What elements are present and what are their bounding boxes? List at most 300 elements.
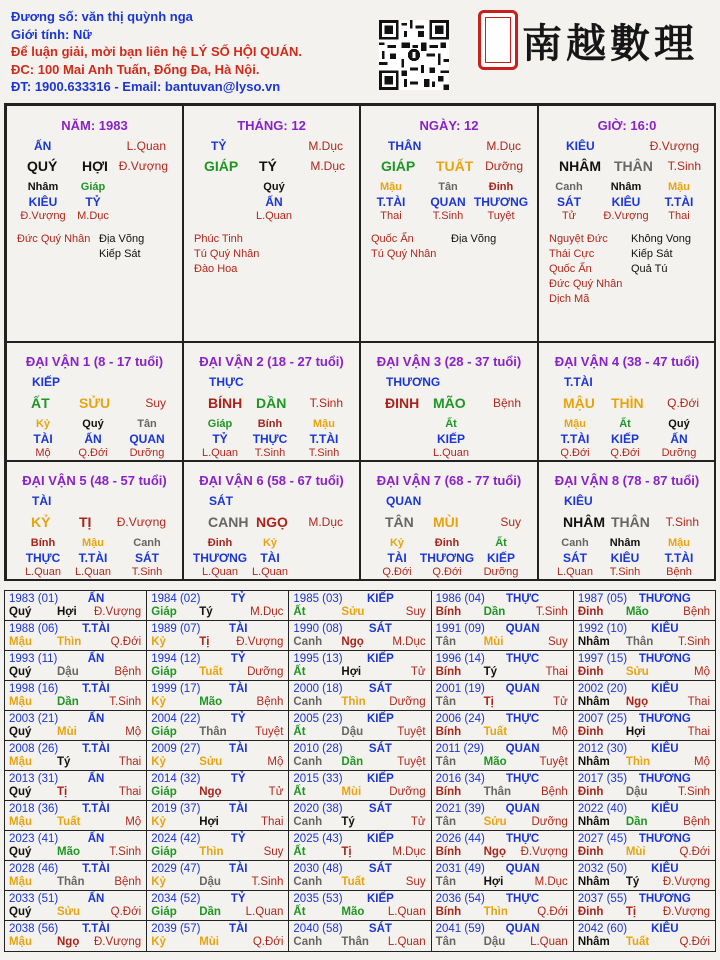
year-label: 2015 (33) bbox=[293, 773, 343, 785]
year-cell bbox=[432, 921, 574, 951]
year-god: T.TÀI bbox=[82, 923, 110, 935]
year-label: 2007 (25) bbox=[577, 713, 628, 725]
year-branch: Thân bbox=[199, 726, 227, 738]
luck-hidden-stem: Giáp bbox=[207, 418, 233, 430]
year-branch: Hợi bbox=[483, 876, 504, 888]
year-stem: Quý bbox=[9, 786, 32, 798]
year-stem: Canh bbox=[293, 816, 323, 828]
year-label: 2029 (47) bbox=[151, 863, 201, 875]
luck-hidden-god: QUAN bbox=[129, 432, 165, 446]
hidden-stem: Mậu bbox=[668, 181, 690, 193]
year-god: TỶ bbox=[230, 893, 246, 905]
luck-state: T.Sinh bbox=[665, 515, 699, 529]
year-state: L.Quan bbox=[245, 906, 284, 918]
year-stem: Quý bbox=[9, 726, 32, 738]
year-cell bbox=[432, 861, 574, 890]
year-god: THƯƠNG bbox=[638, 593, 691, 605]
pillar-stem-god: THÂN bbox=[388, 139, 422, 153]
year-stem: Mậu bbox=[9, 816, 32, 828]
year-state: T.Sinh bbox=[678, 636, 711, 648]
luck-hidden-god: THỰC bbox=[25, 551, 61, 565]
luck-hidden-stem: Kỷ bbox=[262, 537, 278, 549]
year-cell bbox=[574, 861, 715, 890]
star-left: Thái Cực bbox=[549, 248, 595, 260]
qr-code-icon[interactable] bbox=[379, 20, 449, 90]
year-god: QUAN bbox=[505, 863, 540, 875]
luck-stem: CANH bbox=[208, 514, 249, 530]
phone-email: ĐT: 1900.633316 - Email: bantuvan@lyso.vn bbox=[11, 79, 281, 94]
year-state: Tuyệt bbox=[397, 726, 426, 738]
brand-logo: 南越數理 bbox=[522, 20, 698, 67]
year-label: 2036 (54) bbox=[435, 893, 485, 905]
luck-hidden-god: THƯƠNG bbox=[419, 551, 475, 565]
pillar-stem: QUÝ bbox=[27, 158, 58, 174]
luck-cell-3 bbox=[538, 342, 716, 461]
year-stem: Nhâm bbox=[577, 696, 610, 708]
year-stem: Kỷ bbox=[151, 876, 166, 888]
year-cell bbox=[289, 651, 431, 680]
year-stem: Ất bbox=[293, 606, 306, 618]
year-branch: Dần bbox=[199, 906, 221, 918]
luck-hidden-stem: Quý bbox=[668, 418, 690, 430]
year-stem: Bính bbox=[435, 606, 462, 618]
year-stem: Canh bbox=[293, 876, 323, 888]
year-god: T.TÀI bbox=[82, 863, 110, 875]
luck-cell-2 bbox=[360, 342, 538, 461]
year-state: T.Sinh bbox=[109, 696, 142, 708]
year-cell bbox=[574, 651, 715, 680]
year-state: Bệnh bbox=[114, 666, 142, 678]
year-god: SÁT bbox=[368, 923, 392, 935]
year-state: Dưỡng bbox=[389, 786, 426, 798]
year-cell bbox=[432, 771, 574, 800]
year-state: M.Dục bbox=[392, 636, 426, 648]
luck-branch: SỬU bbox=[79, 395, 111, 411]
year-branch: Thân bbox=[483, 786, 512, 798]
star-left: Đức Quý Nhân bbox=[17, 233, 91, 245]
luck-hidden-stem: Quý bbox=[82, 418, 104, 430]
year-label: 2011 (29) bbox=[435, 743, 484, 755]
year-stem: Giáp bbox=[151, 786, 177, 798]
year-cell bbox=[147, 591, 289, 620]
year-stem: Bính bbox=[435, 726, 462, 738]
luck-stem: ĐINH bbox=[385, 395, 420, 411]
year-branch: Thân bbox=[57, 876, 85, 888]
year-state: Thai bbox=[261, 816, 284, 828]
luck-hidden-state: L.Quan bbox=[556, 566, 594, 578]
luck-stem-god: T.TÀI bbox=[564, 375, 593, 389]
year-stem: Ất bbox=[293, 666, 306, 678]
year-state: T.Sinh bbox=[251, 876, 284, 888]
year-cell bbox=[5, 891, 147, 920]
year-branch: Dần bbox=[57, 696, 79, 708]
year-stem: Ất bbox=[293, 846, 306, 858]
year-cell bbox=[147, 831, 289, 860]
year-branch: Dần bbox=[341, 756, 364, 768]
year-god: THỰC bbox=[506, 833, 540, 845]
year-branch: Tý bbox=[199, 606, 213, 618]
year-stem: Canh bbox=[293, 936, 323, 948]
luck-branch: DẦN bbox=[256, 395, 287, 411]
hidden-state: L.Quan bbox=[255, 210, 293, 222]
year-label: 2031 (49) bbox=[435, 863, 485, 875]
luck-cell-5 bbox=[183, 461, 360, 581]
year-stem: Tân bbox=[435, 936, 457, 948]
luck-title: ĐẠI VẬN 4 (38 - 47 tuổi) bbox=[554, 354, 700, 369]
luck-hidden-state: T.Sinh bbox=[131, 566, 163, 578]
year-label: 1987 (05) bbox=[577, 593, 628, 605]
year-god: SÁT bbox=[368, 623, 392, 635]
luck-hidden-stem: Canh bbox=[133, 537, 161, 549]
year-stem: Đinh bbox=[577, 606, 604, 618]
year-branch: Thìn bbox=[483, 906, 508, 918]
luck-hidden-state: Dưỡng bbox=[483, 566, 519, 578]
luck-hidden-god: ẤN bbox=[670, 432, 688, 446]
year-cell bbox=[574, 801, 715, 830]
year-state: Dưỡng bbox=[389, 696, 426, 708]
luck-hidden-god: TÀI bbox=[33, 432, 53, 446]
year-state: Đ.Vượng bbox=[520, 846, 568, 858]
year-label: 2030 (48) bbox=[293, 863, 343, 875]
pillar-stem-state: M.Dục bbox=[486, 139, 521, 153]
luck-title: ĐẠI VẬN 7 (68 - 77 tuổi) bbox=[376, 473, 522, 488]
pillar-branch: TUẤT bbox=[436, 158, 474, 174]
year-label: 1997 (15) bbox=[577, 653, 628, 665]
year-branch: Tị bbox=[341, 846, 352, 858]
year-label: 1991 (09) bbox=[435, 623, 485, 635]
year-row bbox=[5, 651, 715, 681]
year-state: Suy bbox=[263, 846, 284, 858]
year-cell bbox=[289, 771, 431, 800]
year-god: QUAN bbox=[505, 683, 540, 695]
year-stem: Mậu bbox=[9, 636, 32, 648]
year-branch: Mùi bbox=[625, 846, 646, 858]
pillar-cell-1 bbox=[183, 105, 360, 342]
year-stem: Quý bbox=[9, 846, 32, 858]
luck-hidden-stem: Đinh bbox=[434, 537, 460, 549]
year-state: Tử bbox=[410, 816, 426, 828]
year-stem: Nhâm bbox=[577, 756, 610, 768]
year-label: 2024 (42) bbox=[151, 833, 201, 845]
luck-stem-god: TÀI bbox=[32, 494, 52, 508]
hidden-stem: Giáp bbox=[80, 181, 106, 193]
pillar-stem-god: KIÊU bbox=[566, 139, 595, 153]
hidden-god: KIÊU bbox=[611, 195, 641, 209]
year-state: Mộ bbox=[694, 756, 711, 768]
year-stem: Bính bbox=[435, 906, 462, 918]
year-row bbox=[5, 741, 715, 771]
star-left: Tú Quý Nhân bbox=[194, 248, 260, 260]
year-branch: Dậu bbox=[483, 936, 506, 948]
year-stem: Tân bbox=[435, 756, 457, 768]
year-label: 1999 (17) bbox=[151, 683, 201, 695]
pillar-stem: GIÁP bbox=[381, 158, 416, 174]
year-label: 2005 (23) bbox=[293, 713, 343, 725]
year-cell bbox=[147, 681, 289, 710]
star-left: Phúc Tinh bbox=[194, 233, 243, 245]
year-state: Thai bbox=[545, 666, 568, 678]
year-stem: Tân bbox=[435, 696, 457, 708]
luck-hidden-stem: Canh bbox=[561, 537, 589, 549]
year-god: T.TÀI bbox=[82, 683, 110, 695]
year-god: TỶ bbox=[230, 833, 246, 845]
year-state: Bệnh bbox=[114, 876, 142, 888]
year-stem: Kỷ bbox=[151, 636, 166, 648]
year-label: 2002 (20) bbox=[577, 683, 628, 695]
year-cell bbox=[574, 621, 715, 650]
year-stem: Đinh bbox=[577, 786, 604, 798]
year-stem: Ất bbox=[293, 786, 306, 798]
luck-hidden-stem: Kỷ bbox=[389, 537, 405, 549]
year-stem: Giáp bbox=[151, 666, 177, 678]
year-branch: Mùi bbox=[341, 786, 362, 798]
luck-cell-1 bbox=[183, 342, 360, 461]
year-branch: Tị bbox=[57, 786, 68, 798]
year-state: L.Quan bbox=[387, 936, 426, 948]
year-branch: Dần bbox=[625, 816, 648, 828]
hidden-stem: Nhâm bbox=[27, 181, 59, 193]
luck-hidden-god: KIẾP bbox=[436, 432, 465, 446]
year-stem: Quý bbox=[9, 606, 32, 618]
year-branch: Tị bbox=[625, 906, 637, 918]
red-seal-stamp bbox=[478, 10, 518, 70]
luck-hidden-state: L.Quan bbox=[201, 566, 239, 578]
year-god: THƯƠNG bbox=[638, 773, 691, 785]
year-label: 2010 (28) bbox=[293, 743, 343, 755]
year-state: Q.Đới bbox=[110, 906, 142, 918]
luck-branch: MÃO bbox=[433, 395, 466, 411]
hidden-state: M.Dục bbox=[77, 210, 109, 222]
year-cell bbox=[574, 831, 715, 860]
star-left: Quốc Ấn bbox=[549, 263, 592, 275]
year-god: KIÊU bbox=[651, 863, 679, 875]
year-label: 2026 (44) bbox=[435, 833, 485, 845]
year-cell bbox=[289, 831, 431, 860]
year-branch: Hợi bbox=[341, 666, 362, 678]
year-branch: Thìn bbox=[625, 756, 651, 768]
year-god: ẤN bbox=[87, 713, 105, 725]
pillar-title: NĂM: 1983 bbox=[61, 118, 128, 133]
luck-hidden-state: T.Sinh bbox=[308, 447, 340, 459]
year-label: 1983 (01) bbox=[9, 593, 59, 605]
year-god: THỰC bbox=[506, 773, 540, 785]
luck-hidden-state: Q.Đới bbox=[382, 566, 412, 578]
year-stem: Đinh bbox=[577, 726, 604, 738]
luck-hidden-stem: Mậu bbox=[82, 537, 104, 549]
year-cell bbox=[574, 891, 715, 920]
year-state: Tử bbox=[268, 786, 284, 798]
luck-hidden-state: L.Quan bbox=[201, 447, 239, 459]
year-state: Tử bbox=[553, 696, 568, 708]
year-cell bbox=[432, 891, 574, 920]
year-god: TÀI bbox=[228, 623, 248, 635]
year-cell bbox=[289, 711, 431, 740]
year-state: Bệnh bbox=[683, 606, 711, 618]
year-god: SÁT bbox=[368, 743, 392, 755]
year-god: KIẾP bbox=[366, 833, 394, 845]
year-god: KIẾP bbox=[366, 653, 394, 665]
year-branch: Mão bbox=[625, 606, 649, 618]
year-cell bbox=[147, 861, 289, 890]
luck-hidden-state: L.Quan bbox=[74, 566, 112, 578]
year-label: 1986 (04) bbox=[435, 593, 485, 605]
year-state: M.Dục bbox=[250, 606, 284, 618]
year-cell bbox=[5, 771, 147, 800]
year-god: ẤN bbox=[87, 593, 105, 605]
year-god: THỰC bbox=[506, 713, 540, 725]
hidden-god: ẤN bbox=[265, 195, 283, 209]
luck-hidden-stem: Đinh bbox=[207, 537, 233, 549]
year-label: 2000 (18) bbox=[293, 683, 343, 695]
contact-invite: Để luận giải, mời bạn liên hệ LÝ SỐ HỘI QUÁN. bbox=[11, 44, 302, 59]
year-label: 2042 (60) bbox=[577, 923, 628, 935]
year-stem: Mậu bbox=[9, 756, 32, 768]
year-god: T.TÀI bbox=[82, 803, 110, 815]
year-cell bbox=[147, 621, 289, 650]
year-state: Q.Đới bbox=[110, 636, 142, 648]
year-row bbox=[5, 831, 715, 861]
year-branch: Ngọ bbox=[199, 786, 222, 798]
luck-hidden-state: Dưỡng bbox=[129, 447, 165, 459]
year-god: KIÊU bbox=[651, 623, 679, 635]
year-cell bbox=[5, 591, 147, 620]
year-row bbox=[5, 591, 715, 621]
year-god: TÀI bbox=[228, 803, 248, 815]
year-cell bbox=[432, 831, 574, 860]
year-label: 2013 (31) bbox=[9, 773, 59, 785]
luck-branch: THÌN bbox=[611, 395, 644, 411]
year-god: TỶ bbox=[230, 653, 246, 665]
luck-hidden-state: Dưỡng bbox=[661, 447, 697, 459]
year-stem: Bính bbox=[435, 666, 462, 678]
year-label: 2017 (35) bbox=[577, 773, 628, 785]
year-stem: Nhâm bbox=[577, 876, 610, 888]
year-cell bbox=[289, 741, 431, 770]
year-stem: Bính bbox=[435, 846, 462, 858]
year-god: KIẾP bbox=[366, 593, 394, 605]
year-label: 2037 (55) bbox=[577, 893, 628, 905]
year-cell bbox=[574, 591, 715, 620]
luck-hidden-god: ẤN bbox=[84, 432, 102, 446]
year-label: 2035 (53) bbox=[293, 893, 343, 905]
year-branch: Hợi bbox=[199, 816, 219, 828]
pillar-title: NGÀY: 12 bbox=[419, 118, 479, 133]
luck-hidden-stem: Mậu bbox=[668, 537, 690, 549]
year-stem: Giáp bbox=[151, 846, 177, 858]
luck-cell-6 bbox=[360, 461, 538, 581]
year-branch: Hợi bbox=[625, 726, 646, 738]
pillar-stem-state: M.Dục bbox=[308, 139, 343, 153]
year-branch: Dậu bbox=[199, 876, 221, 888]
owner-info bbox=[11, 8, 371, 96]
luck-hidden-god: TÀI bbox=[260, 551, 280, 565]
luck-hidden-god: T.TÀI bbox=[560, 432, 590, 446]
year-row bbox=[5, 891, 715, 921]
luck-state: T.Sinh bbox=[309, 396, 343, 410]
year-branch: Mão bbox=[57, 846, 80, 858]
address: ĐC: 100 Mai Anh Tuấn, Đống Đa, Hà Nội. bbox=[11, 61, 260, 77]
luck-stem: KỶ bbox=[31, 514, 51, 530]
year-stem: Mậu bbox=[9, 936, 32, 948]
year-label: 2008 (26) bbox=[9, 743, 59, 755]
year-state: L.Quan bbox=[530, 936, 568, 948]
year-cell bbox=[147, 801, 289, 830]
year-branch: Sửu bbox=[199, 756, 223, 768]
year-label: 1984 (02) bbox=[151, 593, 201, 605]
year-god: TÀI bbox=[228, 863, 248, 875]
year-label: 2004 (22) bbox=[151, 713, 201, 725]
year-cell bbox=[5, 801, 147, 830]
star-left: Quốc Ấn bbox=[371, 233, 414, 245]
year-row bbox=[5, 771, 715, 801]
year-stem: Kỷ bbox=[151, 696, 166, 708]
year-god: KIÊU bbox=[651, 743, 679, 755]
year-branch: Mùi bbox=[57, 726, 77, 738]
year-row bbox=[5, 801, 715, 831]
year-label: 2034 (52) bbox=[151, 893, 201, 905]
year-state: Thai bbox=[118, 786, 142, 798]
luck-stem-god: SÁT bbox=[209, 494, 233, 508]
year-cell bbox=[289, 861, 431, 890]
year-cell bbox=[289, 621, 431, 650]
star-right: Kiếp Sát bbox=[99, 248, 141, 260]
year-state: Q.Đới bbox=[537, 906, 568, 918]
year-branch: Tý bbox=[625, 876, 640, 888]
year-label: 1996 (14) bbox=[435, 653, 485, 665]
year-cell bbox=[432, 741, 574, 770]
year-state: Tuyệt bbox=[539, 756, 568, 768]
year-state: Suy bbox=[405, 606, 426, 618]
year-label: 1990 (08) bbox=[293, 623, 343, 635]
luck-hidden-state: L.Quan bbox=[251, 566, 289, 578]
year-god: KIẾP bbox=[366, 893, 394, 905]
pillar-branch: HỢI bbox=[82, 158, 108, 174]
owner-name: văn thị quỳnh nga bbox=[78, 9, 193, 24]
year-stem: Nhâm bbox=[577, 936, 610, 948]
year-state: Mộ bbox=[551, 726, 568, 738]
luck-hidden-god: THƯƠNG bbox=[192, 551, 248, 565]
luck-state: Bệnh bbox=[492, 396, 521, 410]
hidden-god: T.TÀI bbox=[376, 195, 406, 209]
year-cell bbox=[289, 801, 431, 830]
year-label: 1994 (12) bbox=[151, 653, 201, 665]
year-state: Dưỡng bbox=[531, 816, 568, 828]
hidden-god: SÁT bbox=[557, 195, 581, 209]
year-stem: Canh bbox=[293, 696, 323, 708]
hidden-god: THƯƠNG bbox=[473, 195, 529, 209]
year-state: Mộ bbox=[125, 816, 142, 828]
year-stem: Kỷ bbox=[151, 816, 166, 828]
year-cell bbox=[147, 771, 289, 800]
luck-hidden-god: SÁT bbox=[135, 551, 159, 565]
year-label: 2023 (41) bbox=[9, 833, 59, 845]
luck-state: M.Dục bbox=[308, 515, 343, 529]
pillar-branch: THÂN bbox=[614, 158, 653, 174]
year-state: Đ.Vượng bbox=[94, 936, 142, 948]
luck-hidden-stem: Mậu bbox=[564, 418, 586, 430]
year-god: QUAN bbox=[505, 803, 540, 815]
pillar-branch-state: Dưỡng bbox=[485, 159, 523, 173]
year-god: TÀI bbox=[228, 743, 248, 755]
year-label: 2041 (59) bbox=[435, 923, 485, 935]
year-cell bbox=[147, 711, 289, 740]
year-god: KIẾP bbox=[366, 773, 394, 785]
year-stem: Đinh bbox=[577, 906, 604, 918]
luck-hidden-state: Q.Đới bbox=[610, 447, 640, 459]
year-god: TỶ bbox=[230, 593, 246, 605]
year-branch: Sửu bbox=[625, 666, 649, 678]
year-cell bbox=[5, 621, 147, 650]
